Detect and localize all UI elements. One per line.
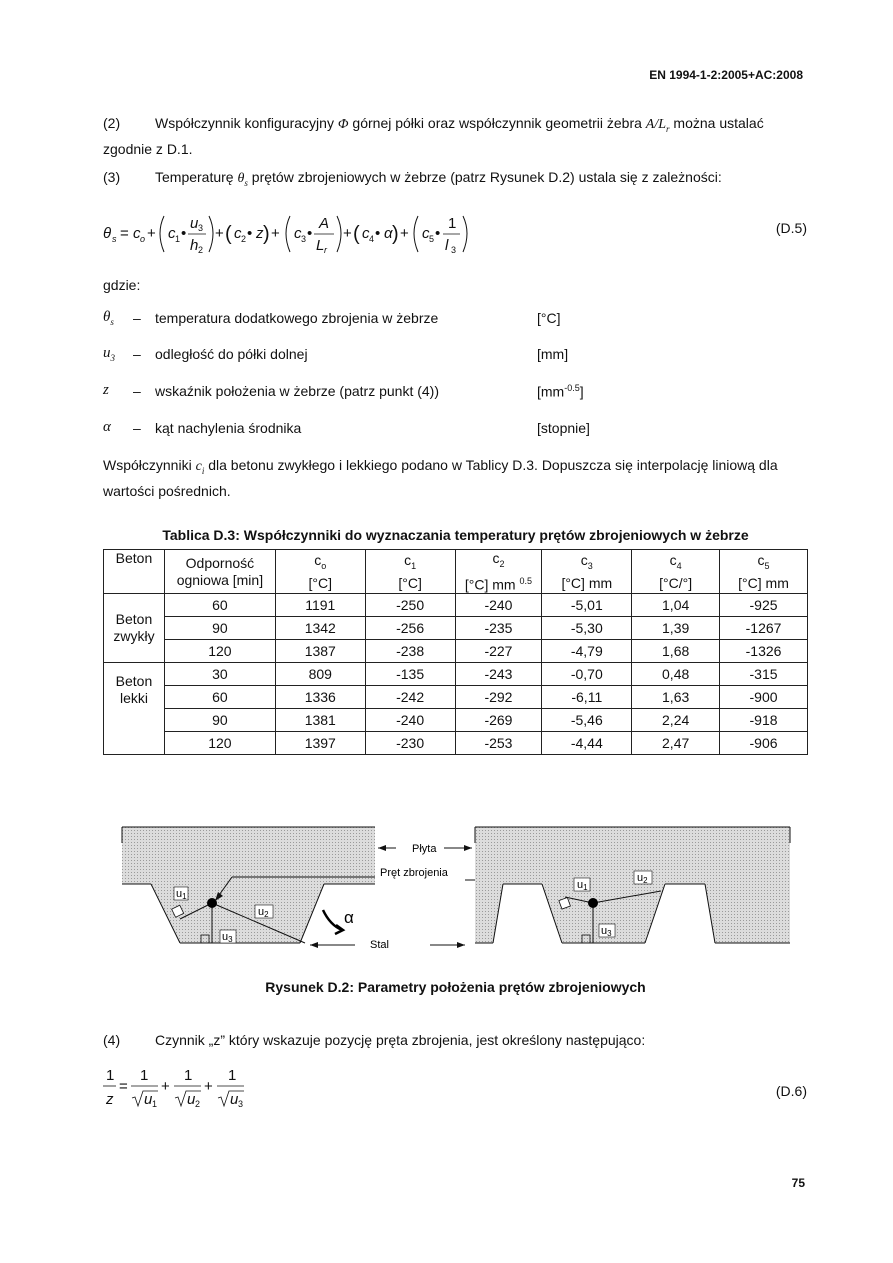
svg-text:+: + [400, 225, 409, 242]
page-number: 75 [791, 1176, 805, 1190]
svg-text:•: • [307, 225, 313, 242]
para2-text-mid: górnej półki oraz współczynnik geometrii żebra [352, 115, 642, 131]
table-cell: -256 [365, 617, 455, 640]
table-cell: 1342 [275, 617, 365, 640]
table-cell: 30 [164, 663, 275, 686]
svg-text:u: u [230, 1091, 239, 1108]
table-cell: 90 [164, 709, 275, 732]
where-label: gdzie: [103, 277, 141, 293]
svg-text:2: 2 [241, 234, 247, 244]
svg-text:2: 2 [195, 1099, 201, 1109]
svg-text:z: z [256, 225, 264, 242]
table-cell: -1326 [720, 640, 808, 663]
svg-text:=: = [120, 225, 129, 242]
table-cell: 809 [275, 663, 365, 686]
symbol-description: wskaźnik położenia w żebrze (patrz punkt (4)) [155, 383, 440, 399]
phi-symbol: Φ [337, 117, 349, 132]
svg-text:c: c [294, 225, 302, 242]
svg-text:(: ( [353, 223, 360, 245]
svg-text:3: 3 [451, 245, 457, 255]
svg-text:•: • [375, 225, 381, 242]
header-beton: Beton [104, 550, 165, 594]
header-c1: $c_1$ [°C] [365, 550, 455, 594]
left-section [122, 827, 375, 944]
symbol-dash: – [133, 346, 141, 362]
svg-text:=: = [119, 1078, 128, 1095]
svg-text:2: 2 [198, 245, 204, 255]
table-cell: -269 [455, 709, 542, 732]
table-cell: -925 [720, 594, 808, 617]
table-cell: 0,48 [632, 663, 720, 686]
table-cell: -315 [720, 663, 808, 686]
table-cell: 2,47 [632, 732, 720, 755]
label-pret-zbrojenia: Pręt zbrojenia [380, 867, 448, 879]
svg-text:h: h [190, 237, 199, 254]
table-cell: -250 [365, 594, 455, 617]
symbol-unit: [stopnie] [537, 420, 590, 436]
symbol-description: odległość do półki dolnej [155, 346, 308, 362]
table-cell: 120 [164, 732, 275, 755]
svg-text:u: u [190, 215, 199, 232]
symbol-dash: – [133, 420, 141, 436]
symbol-unit: $[mm^{-0.5}]$ [537, 383, 584, 400]
table-cell: -5,01 [542, 594, 632, 617]
table-cell: -900 [720, 686, 808, 709]
coef-text-before: Współczynniki [103, 457, 192, 473]
label-u1-right: u1 [577, 879, 588, 892]
table-cell: -0,70 [542, 663, 632, 686]
group-beton-lekki: Beton lekki [104, 663, 165, 755]
svg-text:(: ( [225, 223, 232, 245]
table-cell: -4,79 [542, 640, 632, 663]
paragraph-number: (2) [103, 115, 121, 131]
svg-text:L: L [316, 237, 325, 254]
table-row [104, 640, 808, 663]
header-c3: $c_3$ [°C] mm [542, 550, 632, 594]
svg-text:1: 1 [140, 1067, 149, 1084]
svg-text:c: c [234, 225, 242, 242]
table-cell: -906 [720, 732, 808, 755]
paragraph-number: (4) [103, 1032, 121, 1048]
svg-text:+: + [215, 225, 224, 242]
label-stal: Stal [370, 939, 389, 951]
table-cell: -242 [365, 686, 455, 709]
svg-text:+: + [271, 225, 280, 242]
figure-rib-geometry [110, 815, 800, 965]
symbol-description: temperatura dodatkowego zbrojenia w żebrze [155, 310, 439, 326]
svg-text:c: c [362, 225, 370, 242]
label-u1-left: u1 [176, 888, 187, 901]
symbol-u3: $u_3$ [103, 345, 115, 363]
table-cell: -292 [455, 686, 542, 709]
label-plyta: Płyta [412, 843, 437, 855]
table-cell: -5,30 [542, 617, 632, 640]
svg-text:3: 3 [238, 1099, 244, 1109]
table-cell: -5,46 [542, 709, 632, 732]
svg-text:1: 1 [448, 215, 457, 232]
paragraph-4 [103, 1030, 808, 1050]
table-row [104, 732, 808, 755]
svg-text:3: 3 [301, 234, 307, 244]
table-cell: -1267 [720, 617, 808, 640]
label-u3-left: u3 [222, 931, 233, 944]
header-c2: $c_2$ [°C] mm $^{0.5}$ [455, 550, 542, 594]
label-alpha: α [344, 908, 354, 927]
svg-text:1: 1 [228, 1067, 237, 1084]
table-cell: 1,68 [632, 640, 720, 663]
table-row [104, 686, 808, 709]
table-cell: 1191 [275, 594, 365, 617]
svg-text:+: + [161, 1078, 170, 1095]
svg-text:θ: θ [103, 225, 112, 242]
symbol-dash: – [133, 383, 141, 399]
label-u2-left: u2 [258, 906, 269, 919]
table-cell: -230 [365, 732, 455, 755]
symbol-theta: $\theta_s$ [103, 309, 114, 327]
theta-symbol: $\theta_s$ [237, 171, 248, 188]
table-cell: -240 [455, 594, 542, 617]
equation-number-d6: (D.6) [775, 1083, 807, 1099]
svg-text:•: • [247, 225, 253, 242]
table-cell: 1381 [275, 709, 365, 732]
para3-text-after: prętów zbrojeniowych w żebrze (patrz Rysunek D.2) ustala się z zależności: [251, 169, 722, 185]
svg-text:3: 3 [198, 223, 204, 233]
header-c5: $c_5$ [°C] mm [720, 550, 808, 594]
table-cell: -918 [720, 709, 808, 732]
symbol-z: z [103, 382, 109, 398]
svg-text:1: 1 [106, 1067, 115, 1084]
table-cell: 1,39 [632, 617, 720, 640]
group-beton-zwykly: Beton zwykły [104, 594, 165, 663]
symbol-unit: [mm] [537, 346, 569, 362]
figure-caption: Rysunek D.2: Parametry położenia prętów zbrojeniowych [265, 979, 646, 995]
table-row [104, 663, 808, 686]
para4-text: Czynnik „z” który wskazuje pozycję pręta zbrojenia, jest określony następująco: [155, 1032, 646, 1048]
table-cell: 1,63 [632, 686, 720, 709]
symbol-dash: – [133, 310, 141, 326]
svg-text:z: z [106, 1091, 114, 1108]
equation-number-d5: (D.5) [775, 220, 807, 236]
table-cell: 2,24 [632, 709, 720, 732]
table-cell: -243 [455, 663, 542, 686]
svg-text:+: + [343, 225, 352, 242]
para2-text-end: można ustalać zgodnie z D.1. [103, 115, 764, 157]
table-cell: -238 [365, 640, 455, 663]
symbol-alpha: α [103, 419, 111, 435]
paragraph-2 [103, 113, 808, 159]
label-u2-right: u2 [637, 872, 648, 885]
paragraph-number: (3) [103, 169, 121, 185]
svg-text:o: o [140, 234, 146, 244]
header-c4: $c_4$ [°C/°] [632, 550, 720, 594]
svg-text:1: 1 [175, 234, 181, 244]
table-cell: 1397 [275, 732, 365, 755]
svg-text:5: 5 [429, 234, 435, 244]
svg-text:): ) [392, 223, 399, 245]
label-u3-right: u3 [601, 925, 612, 938]
table-cell: 60 [164, 594, 275, 617]
svg-text:•: • [181, 225, 187, 242]
paragraph-3 [103, 167, 808, 193]
svg-text:4: 4 [369, 234, 375, 244]
para2-text: Współczynnik konfiguracyjny [155, 115, 334, 131]
svg-text:+: + [147, 225, 156, 242]
table-cell: -253 [455, 732, 542, 755]
table-cell: 120 [164, 640, 275, 663]
ratio-symbol: $A/L_r$ [645, 117, 670, 134]
coef-text-after: dla betonu zwykłego i lekkiego podano w Tablicy D.3. Dopuszcza się interpolację liniową dla wartości pośrednich. [103, 457, 778, 499]
table-cell: -227 [455, 640, 542, 663]
equation-d5 [100, 208, 480, 258]
svg-text:•: • [435, 225, 441, 242]
svg-text:r: r [324, 245, 327, 255]
svg-text:c: c [133, 225, 141, 242]
table-cell: -6,11 [542, 686, 632, 709]
document-header: EN 1994-1-2:2005+AC:2008 [649, 68, 803, 82]
svg-text:c: c [422, 225, 430, 242]
svg-text:u: u [144, 1091, 153, 1108]
para3-text-before: Temperaturę [155, 169, 234, 185]
table-cell: 60 [164, 686, 275, 709]
header-resistance: Odporność ogniowa [min] [164, 550, 275, 594]
svg-text:c: c [168, 225, 176, 242]
svg-text:): ) [263, 223, 270, 245]
symbol-description: kąt nachylenia środnika [155, 420, 302, 436]
table-cell: 90 [164, 617, 275, 640]
table-cell: -240 [365, 709, 455, 732]
svg-text:u: u [187, 1091, 196, 1108]
symbol-unit: [°C] [537, 310, 561, 326]
svg-text:+: + [204, 1078, 213, 1095]
table-row [104, 617, 808, 640]
svg-text:A: A [319, 215, 330, 232]
table-header-row [104, 550, 808, 594]
svg-text:l: l [445, 237, 449, 254]
equation-d6 [100, 1064, 260, 1112]
coefficients-paragraph [103, 455, 808, 501]
table-cell: 1,04 [632, 594, 720, 617]
table-cell: -135 [365, 663, 455, 686]
table-cell: -4,44 [542, 732, 632, 755]
svg-text:s: s [112, 234, 117, 244]
svg-text:1: 1 [184, 1067, 193, 1084]
table-row [104, 594, 808, 617]
table-cell: -235 [455, 617, 542, 640]
ci-symbol: $c_i$ [195, 459, 205, 476]
svg-text:1: 1 [152, 1099, 158, 1109]
table-row [104, 709, 808, 732]
header-c0: $c_o$ [°C] [275, 550, 365, 594]
table-cell: 1387 [275, 640, 365, 663]
table-cell: 1336 [275, 686, 365, 709]
svg-text:α: α [384, 225, 393, 242]
table-caption: Tablica D.3: Współczynniki do wyznaczania temperatury prętów zbrojeniowych w żebrze [162, 527, 749, 543]
coefficients-table [103, 549, 808, 755]
right-section [475, 827, 790, 943]
